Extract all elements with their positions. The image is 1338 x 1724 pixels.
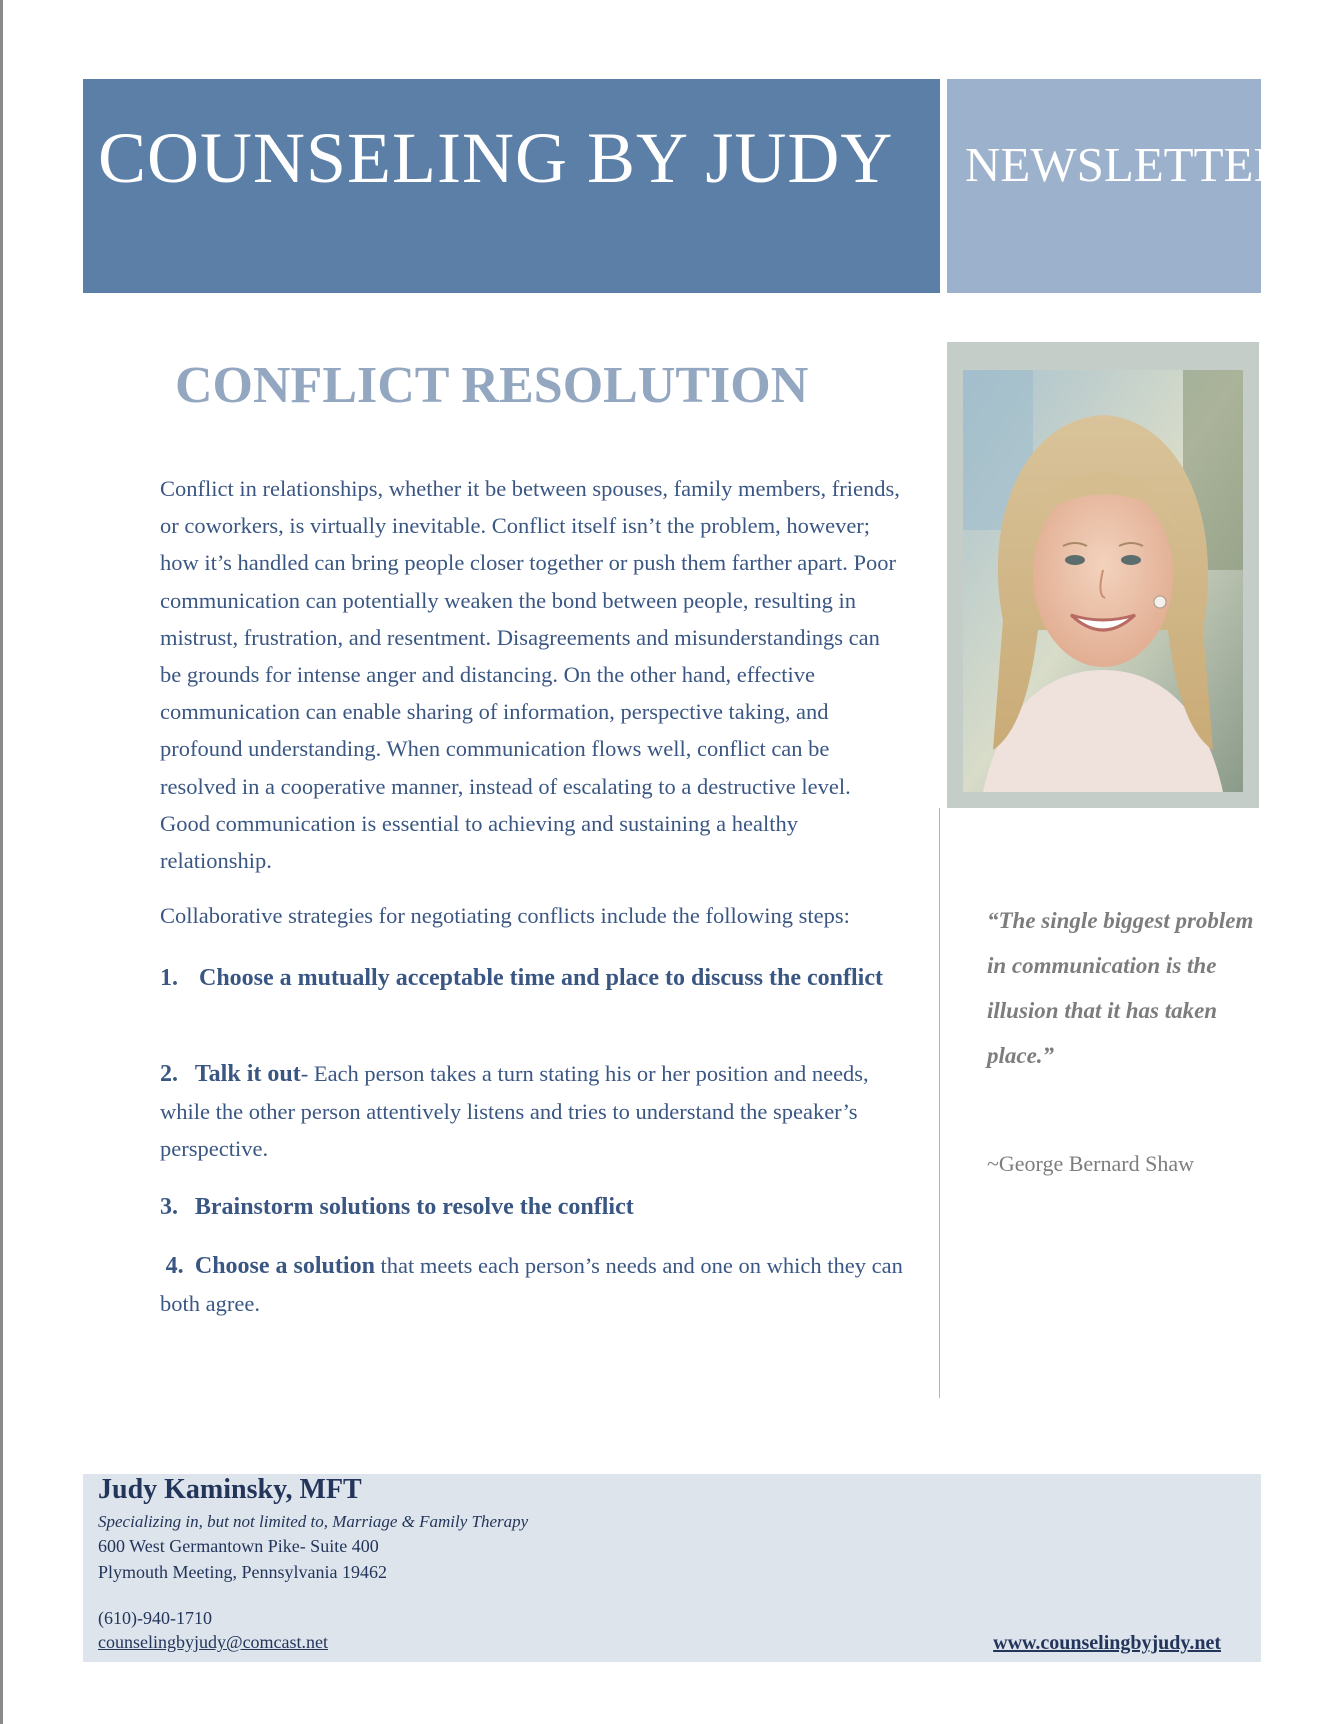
- step-title: Choose a solution: [194, 1253, 375, 1279]
- step-item-2: [160, 1055, 905, 1168]
- contact-footer: [83, 1474, 1261, 1662]
- article-headline: CONFLICT RESOLUTION: [175, 357, 809, 414]
- article-body: [160, 470, 905, 934]
- portrait-photo: [963, 370, 1243, 792]
- article-paragraph: Conflict in relationships, whether it be between spouses, family members, friends, or coworkers, is virtually inevitable. Conflict itself isn’t the problem, however; how it’s handled can bring people closer together or push them farther apart. Poor communication can potentially weaken the bond between people, resulting in mistrust, frustration, and resentment. Disagreements and misunderstandings can be grounds for intense anger and distancing. On the other hand, effective communication can enable sharing of information, perspective taking, and profound understanding. When communication flows well, conflict can be resolved in a cooperative manner, instead of escalating to a destructive level. Good communication is essential to achieving and sustaining a healthy relationship.: [160, 476, 900, 874]
- step-number: 3.: [160, 1194, 178, 1220]
- newsletter-title: COUNSELING BY JUDY: [98, 118, 894, 198]
- step-item-3: [160, 1188, 905, 1226]
- step-item-4: [160, 1247, 905, 1322]
- pull-quote: “The single biggest problem in communication is the illusion that it has taken place.”: [987, 908, 1254, 1068]
- address-line-1: 600 West Germantown Pike- Suite 400: [98, 1536, 379, 1556]
- column-divider: [939, 808, 940, 1398]
- step-title: Choose a mutually acceptable time and place to discuss the conflict: [199, 965, 883, 991]
- step-text: that meets each person’s needs and one on which they can both agree.: [160, 1253, 903, 1317]
- newsletter-label: NEWSLETTER: [965, 137, 1287, 192]
- steps-intro: Collaborative strategies for negotiating conflicts include the following steps:: [160, 903, 850, 929]
- step-text: - Each person takes a turn stating his or her position and needs, while the other person attentively listens and tries to understand the speaker’s perspective.: [160, 1061, 869, 1162]
- portrait-frame: [947, 342, 1259, 808]
- email-link[interactable]: counselingbyjudy@comcast.net: [98, 1632, 329, 1652]
- phone-number: (610)-940-1710: [98, 1608, 212, 1628]
- therapist-name: Judy Kaminsky, MFT: [98, 1474, 362, 1505]
- step-item-1: [160, 960, 905, 997]
- step-number: 4.: [165, 1253, 184, 1279]
- step-title: Brainstorm solutions to resolve the conflict: [194, 1194, 634, 1220]
- header-side-banner: [947, 79, 1287, 293]
- specialty-tagline: Specializing in, but not limited to, Marriage & Family Therapy: [98, 1512, 529, 1531]
- header-banner: [83, 79, 940, 293]
- step-number: 1.: [160, 965, 178, 991]
- step-title: Talk it out: [194, 1061, 301, 1087]
- portrait-illustration: [963, 370, 1243, 792]
- quote-author: ~George Bernard Shaw: [987, 1151, 1194, 1176]
- step-number: 2.: [160, 1061, 178, 1087]
- address-line-2: Plymouth Meeting, Pennsylvania 19462: [98, 1562, 387, 1582]
- page-edge: [0, 0, 3, 1724]
- website-link[interactable]: www.counselingbyjudy.net: [993, 1632, 1221, 1654]
